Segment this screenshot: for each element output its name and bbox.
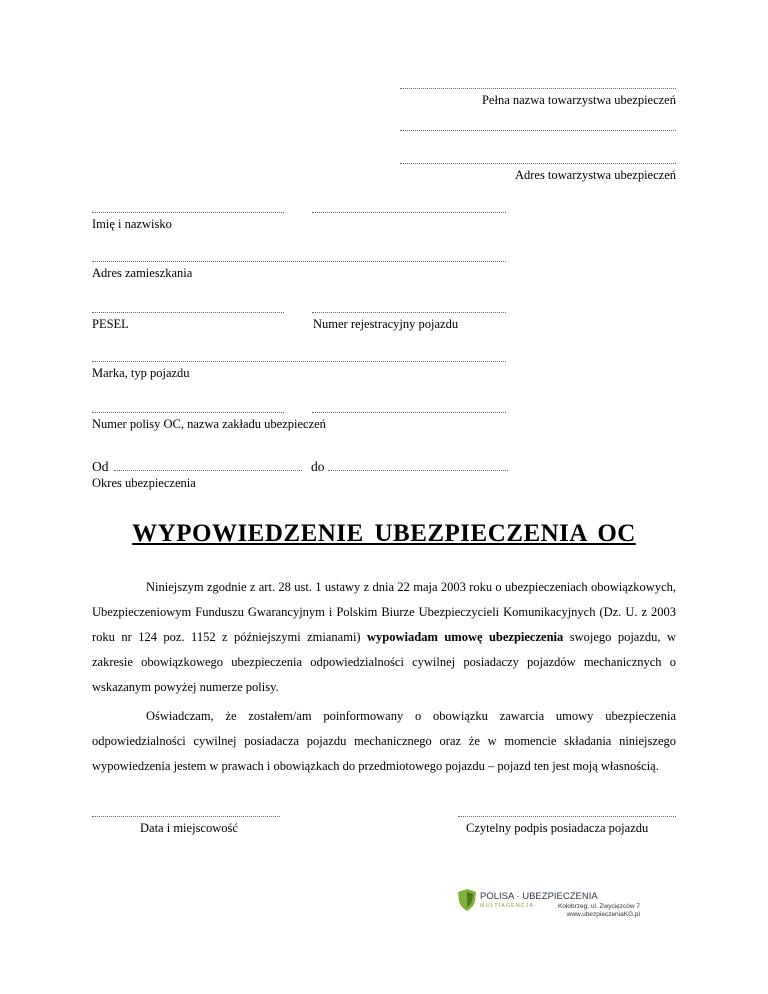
paragraph-1-end: swojego pojazdu, w zakresie obowiązkowego ubezpieczenia odpowiedzialności cywilnej posiadaczy pojazdów mechanicznych o wskazanym powyżej numerze polisy. [92, 630, 676, 694]
document-title: WYPOWIEDZENIE UBEZPIECZENIA OC [132, 520, 636, 547]
name-line-1[interactable] [92, 212, 284, 213]
pesel-line[interactable] [92, 312, 284, 313]
pesel-label: PESEL [92, 317, 129, 331]
signature-line[interactable] [458, 816, 676, 817]
period-label: Okres ubezpieczenia [92, 476, 196, 490]
paragraph-1-start: Niniejszym zgodnie z art. 28 ust. 1 ustawy z dnia 22 maja 2003 roku o ubezpieczeniach obowiązkowych, Ubezpieczeniowym Funduszu Gwarancyjnym i Polskim Biurze Ubezpieczycieli Komunikacyjnych (Dz. U. z 2003 roku nr 124 poz. 1152 z późniejszymi zmianami) [92, 580, 676, 644]
name-line-2[interactable] [312, 212, 506, 213]
insurer-name-label: Pełna nazwa towarzystwa ubezpieczeń [481, 93, 676, 107]
shield-icon [458, 889, 476, 911]
logo-address-line-1: Kołobrzeg, ul. Zwycięzców 7 [558, 903, 641, 910]
address-label: Adres zamieszkania [92, 266, 193, 280]
registration-label: Numer rejestracyjny pojazdu [313, 317, 459, 331]
policy-label: Numer polisy OC, nazwa zakładu ubezpieczeń [92, 417, 326, 431]
insurer-address-label: Adres towarzystwa ubezpieczeń [514, 168, 676, 182]
company-logo [458, 888, 658, 928]
logo-subtitle: MULTIAGENCJA [480, 903, 535, 909]
registration-line[interactable] [312, 312, 506, 313]
insurer-address-line-1[interactable] [400, 130, 676, 131]
logo-address [558, 903, 640, 919]
date-place-label: Data i miejscowość [140, 821, 238, 835]
logo-name: POLISA · UBEZPIECZENIA [480, 891, 598, 902]
from-line[interactable] [114, 470, 302, 471]
from-label: Od [92, 459, 109, 474]
policy-line-2[interactable] [312, 412, 506, 413]
paragraph-2: Oświadczam, że zostałem/am poinformowany o obowiązku zawarcia umowy ubezpieczenia odpowiedzialności cywilnej posiadacza pojazdu mechanicznego oraz że w momencie składania niniejszego wypowiedzenia jestem w prawach i obowiązkach do przedmiotowego pojazdu – pojazd ten jest moją własnością. [92, 709, 676, 773]
insurer-address-line-2[interactable] [400, 163, 676, 164]
to-line[interactable] [328, 470, 508, 471]
policy-line-1[interactable] [92, 412, 284, 413]
vehicle-label: Marka, typ pojazdu [92, 366, 190, 380]
paragraph-1-bold: wypowiadam umowę ubezpieczenia [367, 630, 564, 644]
insurer-name-line[interactable] [400, 88, 676, 89]
logo-address-line-2: www.ubezpieczeniaKG.pl [566, 911, 640, 918]
date-place-line[interactable] [92, 816, 280, 817]
to-label: do [311, 459, 325, 474]
paragraph-1 [92, 575, 676, 700]
address-line[interactable] [92, 261, 506, 262]
vehicle-line[interactable] [92, 361, 506, 362]
signature-label: Czytelny podpis posiadacza pojazdu [466, 821, 649, 835]
name-label: Imię i nazwisko [92, 217, 172, 231]
